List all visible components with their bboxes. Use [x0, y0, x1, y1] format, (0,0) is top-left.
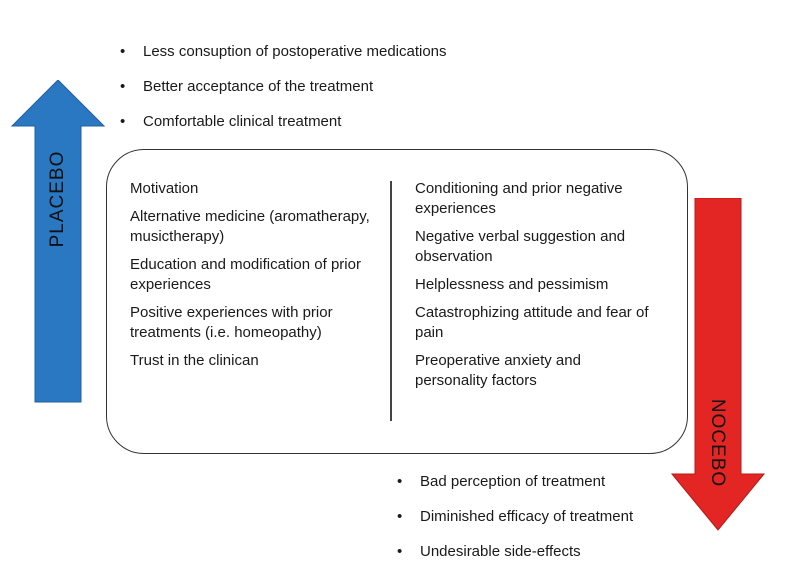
- nocebo-effects-list: [393, 473, 633, 578]
- placebo-effects-list: [116, 43, 447, 148]
- placebo-label: PLACEBO: [47, 150, 68, 248]
- placebo-factor-item: Alternative medicine (aromatherapy, musictherapy): [130, 208, 370, 245]
- panel-divider: [390, 181, 392, 421]
- placebo-factor-item: Motivation: [130, 180, 199, 197]
- placebo-effect-item: • Less consuption of postoperative medications: [116, 43, 447, 78]
- placebo-factor-item: Positive experiences with prior treatments (i.e. homeopathy): [130, 304, 333, 341]
- nocebo-factor-item: Helplessness and pessimism: [415, 276, 609, 293]
- placebo-effect-item: • Comfortable clinical treatment: [116, 113, 447, 148]
- placebo-factor-item: Trust in the clinican: [130, 352, 259, 369]
- placebo-factors-list: [130, 179, 380, 379]
- nocebo-effect-item: • Diminished efficacy of treatment: [393, 508, 633, 543]
- nocebo-label: NOCEBO: [707, 398, 728, 488]
- nocebo-factor-item: Preoperative anxiety and personality factors: [415, 352, 581, 389]
- nocebo-factor-item: Conditioning and prior negative experiences: [415, 180, 623, 217]
- placebo-factor-item: Education and modification of prior experiences: [130, 256, 361, 293]
- nocebo-effect-item: • Undesirable side-effects: [393, 543, 633, 578]
- nocebo-factors-list: [415, 179, 655, 399]
- nocebo-factor-item: Negative verbal suggestion and observation: [415, 228, 626, 265]
- nocebo-factor-item: Catastrophizing attitude and fear of pain: [415, 304, 649, 341]
- nocebo-effect-item: • Bad perception of treatment: [393, 473, 633, 508]
- placebo-effect-item: • Better acceptance of the treatment: [116, 78, 447, 113]
